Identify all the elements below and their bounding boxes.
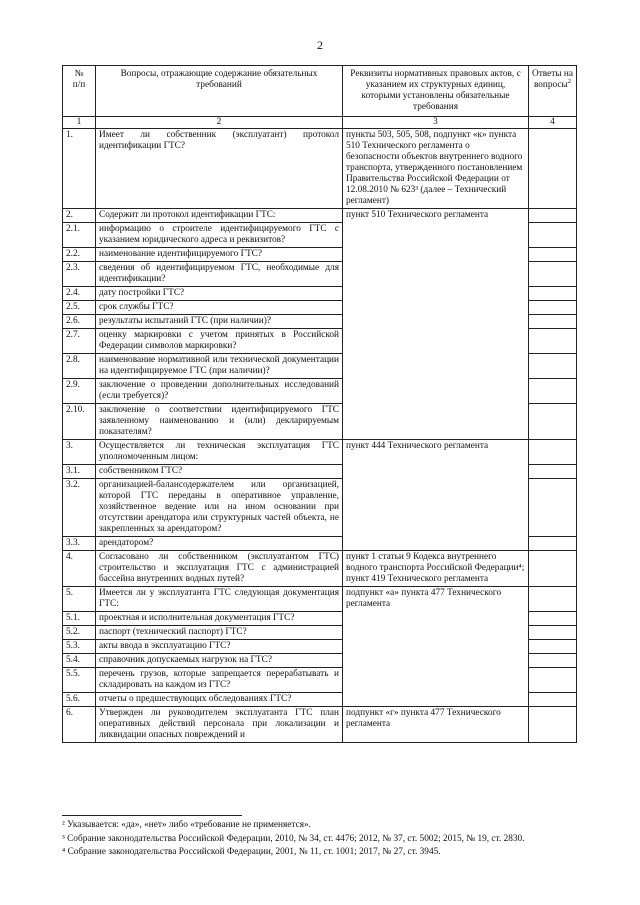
row-number: 1. [63, 129, 96, 209]
question-cell: наименование нормативной или технической документации на идентифицируемое ГТС (при наличии)? [96, 354, 343, 379]
answer-cell[interactable] [529, 379, 577, 404]
answer-cell[interactable] [529, 612, 577, 626]
question-cell: акты ввода в эксплуатацию ГТС? [96, 640, 343, 654]
header-question: Вопросы, отражающие содержание обязательных требований [96, 66, 343, 117]
row-number: 3.3. [63, 537, 96, 551]
question-cell: Содержит ли протокол идентификации ГТС: [96, 209, 343, 223]
question-cell: проектная и исполнительная документация ГТС? [96, 612, 343, 626]
footnote-divider [62, 815, 242, 816]
table-row [63, 129, 577, 209]
question-cell: оценку маркировки с учетом принятых в Российской Федерации символов маркировки? [96, 329, 343, 354]
question-cell: заключение о соответствии идентифицируемого ГТС заявленному наименованию и (или) декларируемым показателям? [96, 404, 343, 440]
question-cell: паспорт (технический паспорт) ГТС? [96, 626, 343, 640]
row-number: 3. [63, 440, 96, 465]
column-index: 1 [63, 117, 96, 129]
question-cell: Имеет ли собственник (эксплуатант) протокол идентификации ГТС? [96, 129, 343, 209]
answer-cell[interactable] [529, 248, 577, 262]
column-index: 2 [96, 117, 343, 129]
row-number: 2.1. [63, 223, 96, 248]
answer-cell[interactable] [529, 668, 577, 693]
reference-cell: пункты 503, 505, 508, подпункт «к» пункта 510 Технического регламента о безопасности объектов внутреннего водного транспорта, утвержденного постановлением Правительства Российской Федерации от 12.08.2010 № 623³ (далее – Технический регламент) [343, 129, 529, 209]
footnotes [62, 819, 622, 860]
answer-cell[interactable] [529, 209, 577, 223]
table-row [63, 440, 577, 465]
answer-cell[interactable] [529, 223, 577, 248]
row-number: 2.7. [63, 329, 96, 354]
row-number: 3.2. [63, 479, 96, 537]
row-number: 6. [63, 707, 96, 743]
answer-cell[interactable] [529, 465, 577, 479]
table-header-row [63, 66, 577, 117]
table-body [63, 117, 577, 743]
page-number: 2 [317, 38, 323, 52]
answer-cell[interactable] [529, 551, 577, 587]
answer-cell[interactable] [529, 440, 577, 465]
answer-cell[interactable] [529, 707, 577, 743]
question-cell: Осуществляется ли техническая эксплуатация ГТС уполномоченным лицом: [96, 440, 343, 465]
row-number: 2.8. [63, 354, 96, 379]
footnote: ³ Собрание законодательства Российской Федерации, 2010, № 34, ст. 4476; 2012, № 37, ст. 5002; 2015, № 19, ст. 2830. [62, 833, 525, 844]
footnote: ² Указывается: «да», «нет» либо «требование не применяется». [62, 820, 311, 830]
question-cell: дату постройки ГТС? [96, 287, 343, 301]
row-number: 2.2. [63, 248, 96, 262]
question-cell: наименование идентифицируемого ГТС? [96, 248, 343, 262]
reference-cell: подпункт «а» пункта 477 Технического регламента [343, 587, 529, 707]
reference-cell: подпункт «г» пункта 477 Технического регламента [343, 707, 529, 743]
row-number: 2.6. [63, 315, 96, 329]
answer-cell[interactable] [529, 287, 577, 301]
column-index: 3 [343, 117, 529, 129]
header-answer [529, 66, 577, 117]
question-cell: сведения об идентифицируемом ГТС, необходимые для идентификации? [96, 262, 343, 287]
answer-cell[interactable] [529, 329, 577, 354]
answer-cell[interactable] [529, 537, 577, 551]
requirements-table [62, 65, 577, 743]
header-reference: Реквизиты нормативных правовых актов, с указанием их структурных единиц, которыми установлены обязательные требования [343, 66, 529, 117]
row-number: 2.5. [63, 301, 96, 315]
table-row [63, 707, 577, 743]
question-cell: срок службы ГТС? [96, 301, 343, 315]
question-cell: информацию о строителе идентифицируемого ГТС с указанием юридического адреса и реквизитов? [96, 223, 343, 248]
row-number: 2. [63, 209, 96, 223]
answer-cell[interactable] [529, 315, 577, 329]
question-cell: справочник допускаемых нагрузок на ГТС? [96, 654, 343, 668]
row-number: 4. [63, 551, 96, 587]
answer-cell[interactable] [529, 640, 577, 654]
reference-cell: пункт 1 статьи 9 Кодекса внутреннего водного транспорта Российской Федерации⁴; пункт 419 Технического регламента [343, 551, 529, 587]
header-answer-label: Ответы на вопросы [532, 69, 573, 90]
answer-cell[interactable] [529, 626, 577, 640]
reference-cell: пункт 510 Технического регламента [343, 209, 529, 440]
answer-cell[interactable] [529, 587, 577, 612]
header-answer-footnote-ref: 2 [567, 77, 572, 85]
row-number: 2.9. [63, 379, 96, 404]
answer-cell[interactable] [529, 262, 577, 287]
table-row [63, 587, 577, 612]
answer-cell[interactable] [529, 354, 577, 379]
row-number: 5.3. [63, 640, 96, 654]
row-number: 5.5. [63, 668, 96, 693]
question-cell: организацией-балансодержателем или организацией, которой ГТС переданы в оперативное управление, хозяйственное ведение или на ином основании при отсутствии арендатора или структурных частей объекта, не закрепленных за арендатором? [96, 479, 343, 537]
column-index: 4 [529, 117, 577, 129]
answer-cell[interactable] [529, 693, 577, 707]
question-cell: собственником ГТС? [96, 465, 343, 479]
row-number: 5. [63, 587, 96, 612]
reference-cell: пункт 444 Технического регламента [343, 440, 529, 551]
row-number: 5.2. [63, 626, 96, 640]
row-number: 5.4. [63, 654, 96, 668]
table-row [63, 209, 577, 223]
answer-cell[interactable] [529, 129, 577, 209]
question-cell: результаты испытаний ГТС (при наличии)? [96, 315, 343, 329]
row-number: 3.1. [63, 465, 96, 479]
question-cell: арендатором? [96, 537, 343, 551]
answer-cell[interactable] [529, 301, 577, 315]
answer-cell[interactable] [529, 654, 577, 668]
table-row [63, 551, 577, 587]
row-number: 2.3. [63, 262, 96, 287]
answer-cell[interactable] [529, 404, 577, 440]
row-number: 5.6. [63, 693, 96, 707]
row-number: 2.10. [63, 404, 96, 440]
question-cell: отчеты о предшествующих обследованиях ГТС? [96, 693, 343, 707]
question-cell: Утвержден ли руководителем эксплуатанта ГТС план оперативных действий персонала при локализации и ликвидации опасных повреждений и [96, 707, 343, 743]
footnote: ⁴ Собрание законодательства Российской Федерации, 2001, № 11, ст. 1001; 2017, № 27, ст. 3945. [62, 847, 441, 857]
answer-cell[interactable] [529, 479, 577, 537]
row-number: 2.4. [63, 287, 96, 301]
question-cell: перечень грузов, которые запрещается перерабатывать и складировать на каждом из ГТС? [96, 668, 343, 693]
column-index-row [63, 117, 577, 129]
question-cell: Имеется ли у эксплуатанта ГТС следующая документация ГТС: [96, 587, 343, 612]
question-cell: Согласовано ли собственником (эксплуатантом ГТС) строительство и эксплуатация ГТС с администрацией бассейна внутренних водных путей? [96, 551, 343, 587]
header-num: № п/п [63, 66, 96, 117]
question-cell: заключение о проведении дополнительных исследований (если требуется)? [96, 379, 343, 404]
row-number: 5.1. [63, 612, 96, 626]
